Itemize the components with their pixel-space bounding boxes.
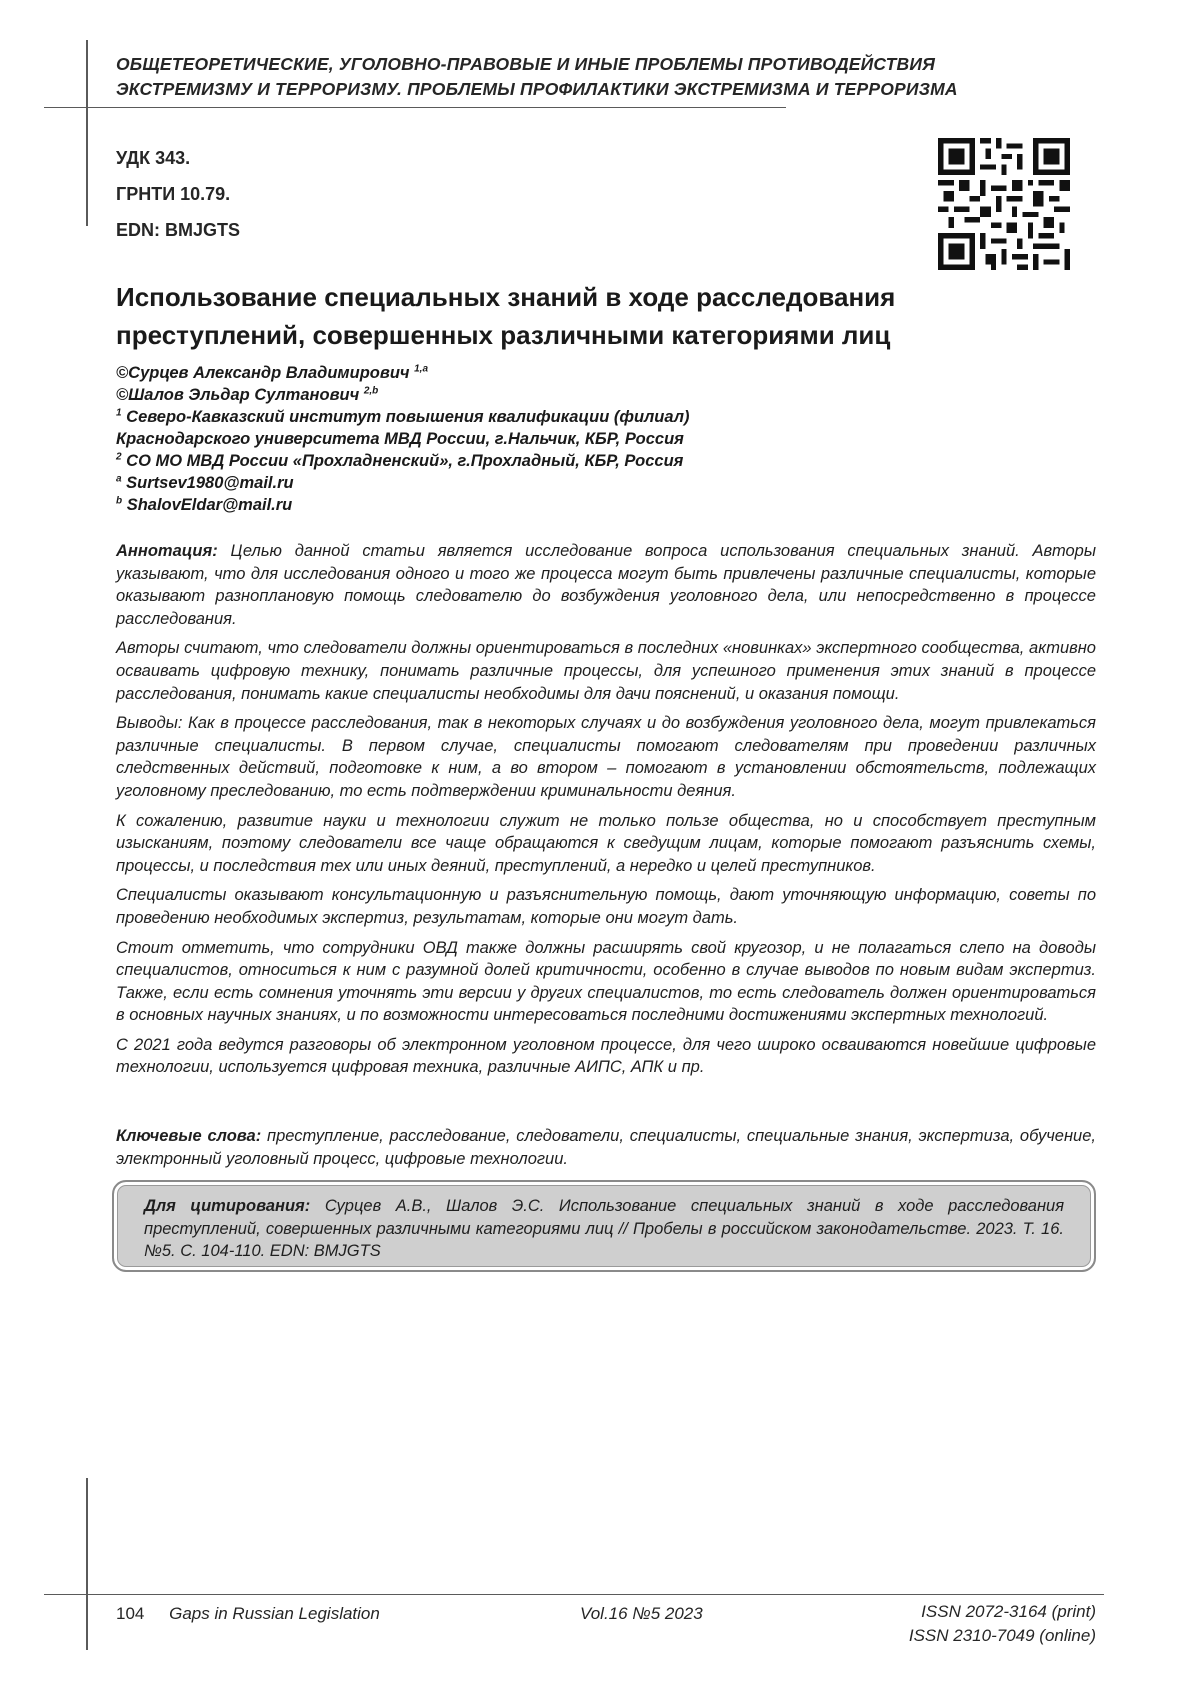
affiliation-1-line1: Северо-Кавказский институт повышения квалификации (филиал) [126,408,689,426]
section-header-line2: ЭКСТРЕМИЗМУ И ТЕРРОРИЗМУ. ПРОБЛЕМЫ ПРОФИЛАКТИКИ ЭКСТРЕМИЗМА И ТЕРРОРИЗМА [116,77,1116,102]
abstract-paragraph-3: Выводы: Как в процессе расследования, так в некоторых случаях и до возбуждения уголовного дела, могут привлекаться различные специалисты. В первом случае, специалисты помогают следователям при проведении различных следственных действий, подготовке к ним, а во втором – помогают в установлении обстоятельств, подлежащих уголовному преследованию, то есть подтверждении криминальности деяния. [116,712,1096,802]
left-rule-bottom [86,1478,88,1650]
issn-print: ISSN 2072-3164 (print) [909,1600,1096,1624]
issn-block [909,1600,1096,1648]
abstract-p1-text: Целью данной статьи является исследование вопроса использования специальных знаний. Авторы указывают, что для исследования одного и того же процесса могут быть привлечены различные специалисты, которые оказывают разноплановую помощь следователю до возбуждения уголовного дела, или непосредственно в процессе расследования. [116,542,1096,628]
author-1-name: ©Сурцев Александр Владимирович [116,364,410,382]
section-header-line1: ОБЩЕТЕОРЕТИЧЕСКИЕ, УГОЛОВНО-ПРАВОВЫЕ И ИНЫЕ ПРОБЛЕМЫ ПРОТИВОДЕЙСТВИЯ [116,52,1116,77]
journal-name: Gaps in Russian Legislation [169,1604,380,1623]
affiliation-1-sup: 1 [116,408,122,419]
email-1 [116,472,1016,494]
abstract-paragraph-6: Стоит отметить, что сотрудники ОВД также должны расширять свой кругозор, и не полагаться слепо на доводы специалистов, относиться к ним с разумной долей критичности, особенно в случае выводов по новым видам экспертиз. Также, если есть сомнения уточнять эти версии у других специалистов, то есть следователь должен ориентироваться в основных научных знаниях, и по возможности интересоваться последними достижениями экспертных технологий. [116,937,1096,1027]
author-2-sup: 2,b [364,386,378,397]
affiliation-2-text: СО МО МВД России «Прохладненский», г.Прохладный, КБР, Россия [126,452,683,470]
abstract-label: Аннотация: [116,542,218,560]
abstract-paragraph-4: К сожалению, развитие науки и технологии служит не только пользе общества, но и способствует преступным изысканиям, поэтому следователи все чаще обращаются к сведущим лицам, которые помогают разъяснить схемы, процессы, и последствия тех или иных деяний, преступлений, а нередко и целей преступников. [116,810,1096,878]
article-title-line2: преступлений, совершенных различными категориями лиц [116,316,1016,354]
email-2 [116,494,1016,516]
keywords [116,1125,1096,1170]
abstract-paragraph-2: Авторы считают, что следователи должны ориентироваться в последних «новинках» экспертного сообщества, активно осваивать цифровую технику, понимать различные процессы, для успешного применения этих знаний в процессе расследования, понимать какие специалисты необходимы для дачи пояснений, и оказания помощи. [116,637,1096,705]
classification-codes [116,140,240,248]
affiliation-2-sup: 2 [116,452,122,463]
footer-left [116,1604,380,1624]
citation-text-block [144,1195,1064,1263]
footer-rule [44,1594,1104,1595]
abstract-paragraph-5: Специалисты оказывают консультационную и разъяснительную помощь, дают уточняющую информацию, советы по проведению необходимых экспертиз, результатам, которые они могут дать. [116,884,1096,929]
citation-box [112,1180,1096,1272]
keywords-text: преступление, расследование, следователи, специалисты, специальные знания, экспертиза, обучение, электронный уголовный процесс, цифровые технологии. [116,1127,1096,1168]
abstract [116,540,1096,1086]
email-2-sup: b [116,496,122,507]
edn-code: EDN: BMJGTS [116,212,240,248]
email-1-address[interactable]: Surtsev1980@mail.ru [126,474,293,492]
article-title [116,278,1016,354]
article-title-line1: Использование специальных знаний в ходе расследования [116,278,1016,316]
keywords-label: Ключевые слова: [116,1127,261,1145]
section-header [116,52,1116,102]
udk-code: УДК 343. [116,140,240,176]
author-2 [116,384,1016,406]
issn-online: ISSN 2310-7049 (online) [909,1624,1096,1648]
header-underline [44,107,786,108]
author-1-sup: 1,a [414,364,428,375]
volume-info: Vol.16 №5 2023 [580,1604,703,1624]
grnti-code: ГРНТИ 10.79. [116,176,240,212]
qr-code-icon [938,138,1070,270]
citation-text: Сурцев А.В., Шалов Э.С. Использование специальных знаний в ходе расследования преступлений, совершенных различными категориями лиц // Пробелы в российском законодательстве. 2023. Т. 16. №5. С. 104-110. EDN: BMJGTS [144,1197,1064,1260]
authors-block [116,362,1016,516]
author-1 [116,362,1016,384]
affiliation-2 [116,450,1016,472]
abstract-paragraph-7: С 2021 года ведутся разговоры об электронном уголовном процессе, для чего широко осваиваются новейшие цифровые технологии, используется цифровая техника, различные АИПС, АПК и пр. [116,1034,1096,1079]
email-1-sup: a [116,474,122,485]
author-2-name: ©Шалов Эльдар Султанович [116,386,359,404]
email-2-address[interactable]: ShalovEldar@mail.ru [127,496,293,514]
left-rule-top [86,40,88,226]
affiliation-1 [116,406,1016,428]
affiliation-1-cont: Краснодарского университета МВД России, г.Нальчик, КБР, Россия [116,428,1016,450]
citation-label: Для цитирования: [144,1197,310,1215]
page-number: 104 [116,1604,144,1623]
abstract-paragraph-1 [116,540,1096,630]
